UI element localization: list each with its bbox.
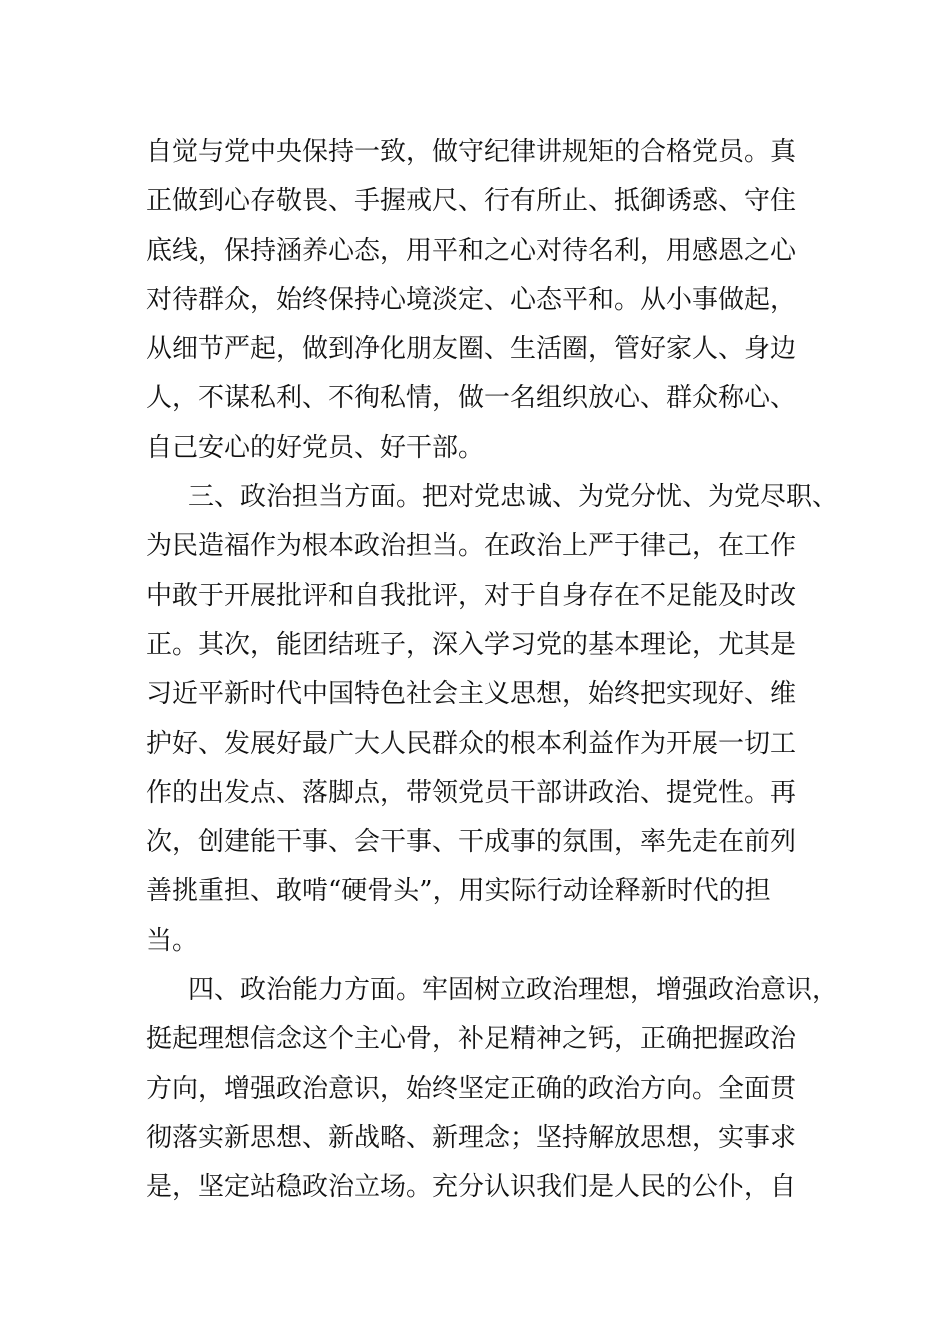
text-line: 是，坚定站稳政治立场。充分认识我们是人民的公仆，自: [146, 1172, 797, 1203]
text-line: 正做到心存敬畏、手握戒尺、行有所止、抵御诱惑、守住: [146, 186, 797, 217]
text-line: 次，创建能干事、会干事、干成事的氛围，率先走在前列: [146, 827, 797, 858]
text-line: 挺起理想信念这个主心骨，补足精神之钙，正确把握政治: [146, 1024, 797, 1055]
document-body: [146, 128, 839, 1213]
section-heading-line: 四、政治能力方面。牢固树立政治理想，增强政治意识，: [188, 975, 839, 1006]
text-line: 从细节严起，做到净化朋友圈、生活圈，管好家人、身边: [146, 334, 797, 365]
text-line: 当。: [146, 925, 199, 956]
text-line: 正。其次，能团结班子，深入学习党的基本理论，尤其是: [146, 629, 797, 660]
text-line: 为民造福作为根本政治担当。在政治上严于律己，在工作: [146, 531, 797, 562]
text-line: 自己安心的好党员、好干部。: [146, 432, 485, 463]
text-line: 善挑重担、敢啃“硬骨头”，用实际行动诠释新时代的担: [146, 876, 771, 907]
section-heading-line: 三、政治担当方面。把对党忠诚、为党分忧、为党尽职、: [188, 482, 839, 513]
text-line: 自觉与党中央保持一致，做守纪律讲规矩的合格党员。真: [146, 137, 797, 167]
text-line: 底线，保持涵养心态，用平和之心对待名利，用感恩之心: [146, 235, 797, 266]
text-line: 作的出发点、落脚点，带领党员干部讲政治、提党性。再: [146, 777, 797, 808]
text-line: 中敢于开展批评和自我批评，对于自身存在不足能及时改: [146, 580, 797, 611]
text-line: 彻落实新思想、新战略、新理念；坚持解放思想，实事求: [146, 1122, 797, 1153]
text-line: 人，不谋私利、不徇私情，做一名组织放心、群众称心、: [146, 383, 797, 414]
text-line: 对待群众，始终保持心境淡定、心态平和。从小事做起，: [146, 284, 797, 315]
text-line: 护好、发展好最广大人民群众的根本利益作为开展一切工: [146, 728, 797, 759]
text-line: 习近平新时代中国特色社会主义思想，始终把实现好、维: [146, 679, 797, 710]
text-line: 方向，增强政治意识，始终坚定正确的政治方向。全面贯: [146, 1073, 797, 1104]
